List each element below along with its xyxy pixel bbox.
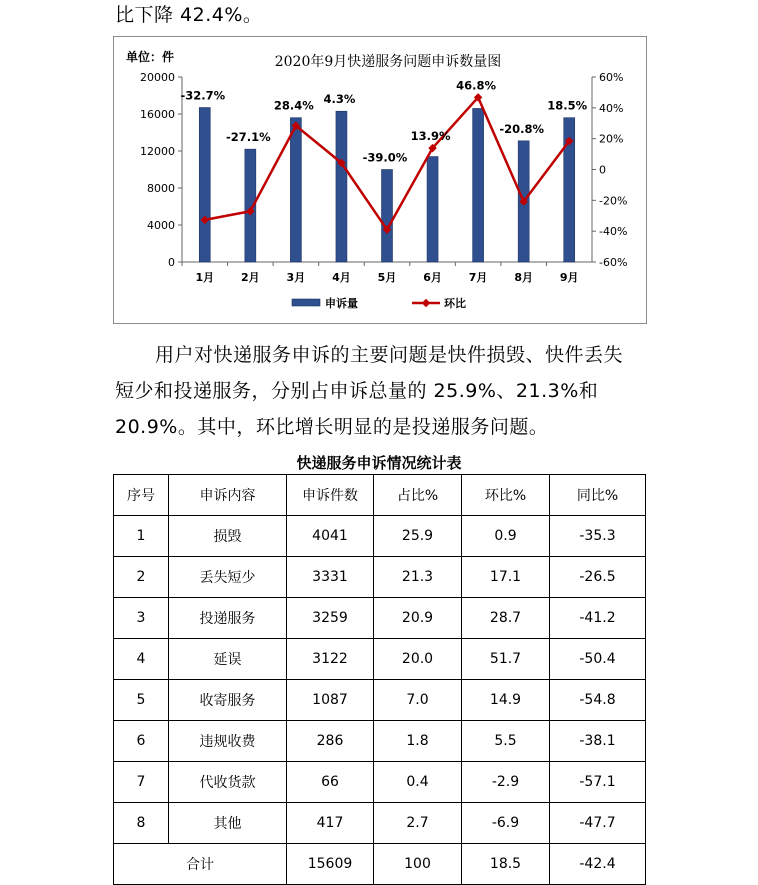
table-cell: 损毁 xyxy=(169,516,287,557)
y-left-tick-label: 16000 xyxy=(140,108,175,121)
x-tick-label: 1月 xyxy=(195,271,215,284)
table-cell: -35.3 xyxy=(550,516,646,557)
table-cell: -41.2 xyxy=(550,598,646,639)
stats-table xyxy=(113,474,646,885)
table-cell: 7.0 xyxy=(374,680,462,721)
table-cell: 25.9 xyxy=(374,516,462,557)
table-cell: 代收货款 xyxy=(169,762,287,803)
table-cell: 5.5 xyxy=(462,721,550,762)
table-cell: -54.8 xyxy=(550,680,646,721)
bar-1 xyxy=(199,108,210,262)
data-label-1: -32.7% xyxy=(180,88,226,103)
bar-4 xyxy=(336,111,347,262)
legend-bar-swatch xyxy=(292,299,320,306)
table-cell: 20.0 xyxy=(374,639,462,680)
total-cell: -42.4 xyxy=(550,844,646,885)
y-right-tick-label: -60% xyxy=(599,256,628,269)
table-cell: 6 xyxy=(114,721,169,762)
table-cell: 0.4 xyxy=(374,762,462,803)
table-cell: 20.9 xyxy=(374,598,462,639)
table-cell: 2.7 xyxy=(374,803,462,844)
table-row xyxy=(114,721,646,762)
table-row xyxy=(114,598,646,639)
table-cell: 8 xyxy=(114,803,169,844)
data-label-9: 18.5% xyxy=(547,98,588,113)
table-cell: 66 xyxy=(287,762,374,803)
total-cell: 18.5 xyxy=(462,844,550,885)
table-cell: 2 xyxy=(114,557,169,598)
bar-3 xyxy=(290,118,301,262)
table-header-row xyxy=(114,475,646,516)
table-cell: -2.9 xyxy=(462,762,550,803)
table-cell: 3 xyxy=(114,598,169,639)
header-cell: 申诉件数 xyxy=(287,475,374,516)
table-cell: 286 xyxy=(287,721,374,762)
table-cell: 1.8 xyxy=(374,721,462,762)
chart-canvas xyxy=(114,37,648,325)
table-cell: -26.5 xyxy=(550,557,646,598)
y-right-tick-label: 40% xyxy=(599,101,624,115)
data-label-3: 28.4% xyxy=(273,98,314,113)
bar-5 xyxy=(382,170,393,263)
table-cell: 违规收费 xyxy=(169,721,287,762)
table-cell: -6.9 xyxy=(462,803,550,844)
x-tick-label: 4月 xyxy=(332,271,351,284)
data-label-2: -27.1% xyxy=(225,130,271,145)
table-cell: 丢失短少 xyxy=(169,557,287,598)
legend-line-marker xyxy=(422,299,430,307)
paragraph-line-3: 20.9%。其中，环比增长明显的是投递服务问题。 xyxy=(115,416,549,438)
table-cell: 3259 xyxy=(287,598,374,639)
table-row xyxy=(114,639,646,680)
table-cell: 4 xyxy=(114,639,169,680)
data-label-5: -39.0% xyxy=(362,150,408,165)
table-cell: -47.7 xyxy=(550,803,646,844)
x-tick-label: 6月 xyxy=(423,271,442,284)
header-cell: 同比% xyxy=(550,475,646,516)
table-cell: 投递服务 xyxy=(169,598,287,639)
y-left-tick-label: 0 xyxy=(168,256,175,269)
table-cell: 417 xyxy=(287,803,374,844)
paragraph-line-2: 短少和投递服务，分别占申诉总量的 25.9%、21.3%和 xyxy=(115,380,599,402)
table-row xyxy=(114,557,646,598)
x-tick-label: 5月 xyxy=(377,271,397,284)
x-tick-label: 2月 xyxy=(241,271,260,284)
table-row xyxy=(114,762,646,803)
table-row xyxy=(114,803,646,844)
header-cell: 占比% xyxy=(374,475,462,516)
x-tick-label: 9月 xyxy=(559,271,579,284)
header-cell: 序号 xyxy=(114,475,169,516)
complaint-chart xyxy=(113,36,647,324)
table-cell: 7 xyxy=(114,762,169,803)
y-right-tick-label: -40% xyxy=(599,225,628,239)
header-cell: 环比% xyxy=(462,475,550,516)
table-row xyxy=(114,516,646,557)
y-right-tick-label: -20% xyxy=(599,194,628,208)
total-cell: 100 xyxy=(374,844,462,885)
table-cell: 3122 xyxy=(287,639,374,680)
table-body xyxy=(114,516,646,885)
top-text-line: 比下降 42.4%。 xyxy=(115,4,263,26)
table-cell: 21.3 xyxy=(374,557,462,598)
chart-title: 2020年9月快递服务问题申诉数量图 xyxy=(274,54,502,70)
table-cell: 延误 xyxy=(169,639,287,680)
y-left-tick-label: 4000 xyxy=(147,219,175,232)
y-right-tick-label: 20% xyxy=(599,132,624,146)
table-cell: 0.9 xyxy=(462,516,550,557)
legend-line-label: 环比 xyxy=(444,297,466,310)
y-right-tick-label: 0 xyxy=(599,163,606,177)
table-title: 快递服务申诉情况统计表 xyxy=(296,454,462,472)
data-label-8: -20.8% xyxy=(499,121,545,136)
data-label-7: 46.8% xyxy=(456,78,497,93)
bar-7 xyxy=(473,108,484,262)
x-tick-label: 7月 xyxy=(468,271,488,284)
table-cell: 1087 xyxy=(287,680,374,721)
x-tick-label: 3月 xyxy=(286,271,306,284)
table-row xyxy=(114,680,646,721)
data-label-6: 13.9% xyxy=(410,129,451,144)
table-cell: 14.9 xyxy=(462,680,550,721)
table-cell: 17.1 xyxy=(462,557,550,598)
y-left-tick-label: 12000 xyxy=(140,145,175,158)
table-cell: 4041 xyxy=(287,516,374,557)
header-cell: 申诉内容 xyxy=(169,475,287,516)
x-tick-label: 8月 xyxy=(514,271,533,284)
table-cell: -38.1 xyxy=(550,721,646,762)
table-cell: 28.7 xyxy=(462,598,550,639)
table-cell: 其他 xyxy=(169,803,287,844)
chart-unit-label: 单位：件 xyxy=(126,50,175,64)
table-cell: 1 xyxy=(114,516,169,557)
table-total-row xyxy=(114,844,646,885)
total-cell: 15609 xyxy=(287,844,374,885)
total-label-cell: 合计 xyxy=(114,844,287,885)
table-cell: 5 xyxy=(114,680,169,721)
table-cell: 51.7 xyxy=(462,639,550,680)
table-cell: 3331 xyxy=(287,557,374,598)
y-left-tick-label: 8000 xyxy=(147,182,175,195)
bar-6 xyxy=(427,157,438,262)
table-cell: 收寄服务 xyxy=(169,680,287,721)
data-label-4: 4.3% xyxy=(323,92,356,107)
legend-bar-label: 申诉量 xyxy=(325,297,358,310)
paragraph-line-1: 用户对快递服务申诉的主要问题是快件损毁、快件丢失 xyxy=(155,344,624,366)
table-cell: -50.4 xyxy=(550,639,646,680)
y-right-tick-label: 60% xyxy=(599,71,624,84)
y-left-tick-label: 20000 xyxy=(140,71,175,84)
table-cell: -57.1 xyxy=(550,762,646,803)
